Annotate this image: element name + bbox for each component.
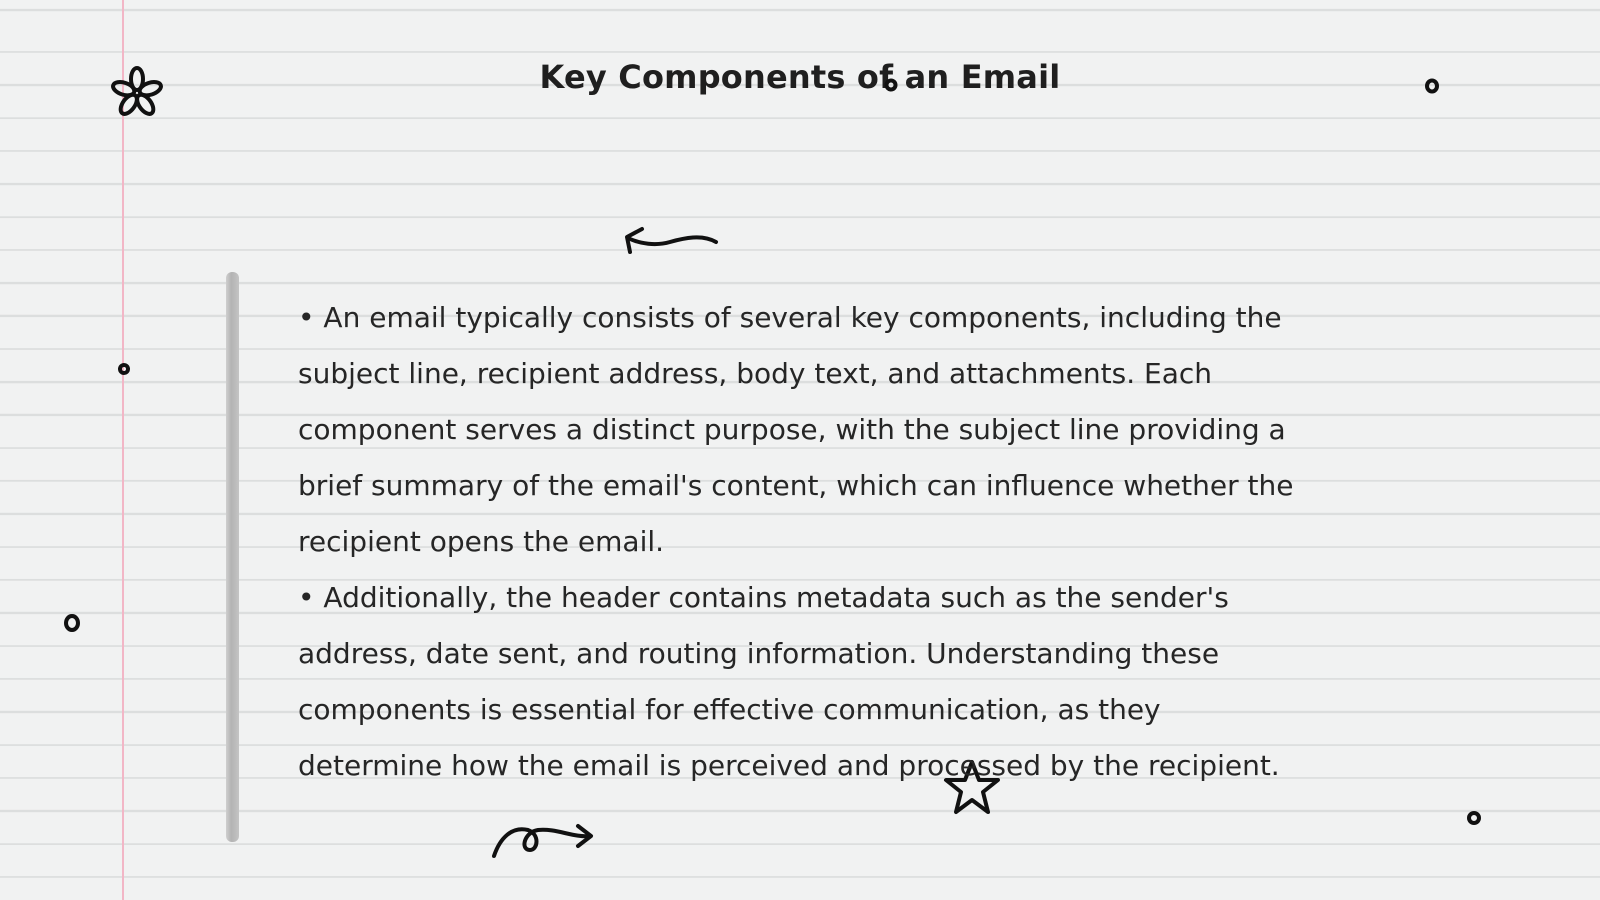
circle-doodle-icon <box>117 362 131 376</box>
quote-bar <box>226 272 239 842</box>
circle-doodle-icon <box>1424 78 1440 94</box>
bullet-point-2: • Additionally, the header contains metadata such as the sender's address, date sent, and routing information. Understanding these components is essential for effective communication, as they determine how the email is perceived and processed by the recipient. <box>298 581 1280 782</box>
circle-doodle-icon <box>884 78 898 92</box>
flower-doodle-icon <box>110 66 164 120</box>
circle-doodle-icon <box>1466 810 1482 826</box>
bullet-point-1: • An email typically consists of several key components, including the subject line, recipient address, body text, and attachments. Each component serves a distinct purpose, with the subject line providing a brief summary of the email's content, which can influence whether the recipient opens the email. <box>298 301 1294 558</box>
swirl-arrow-doodle-icon <box>490 820 600 860</box>
arrow-left-doodle-icon <box>622 226 722 260</box>
body-text <box>298 290 1308 794</box>
circle-doodle-icon <box>62 612 82 634</box>
slide-title: Key Components of an Email <box>539 58 1061 96</box>
margin-line <box>122 0 124 900</box>
